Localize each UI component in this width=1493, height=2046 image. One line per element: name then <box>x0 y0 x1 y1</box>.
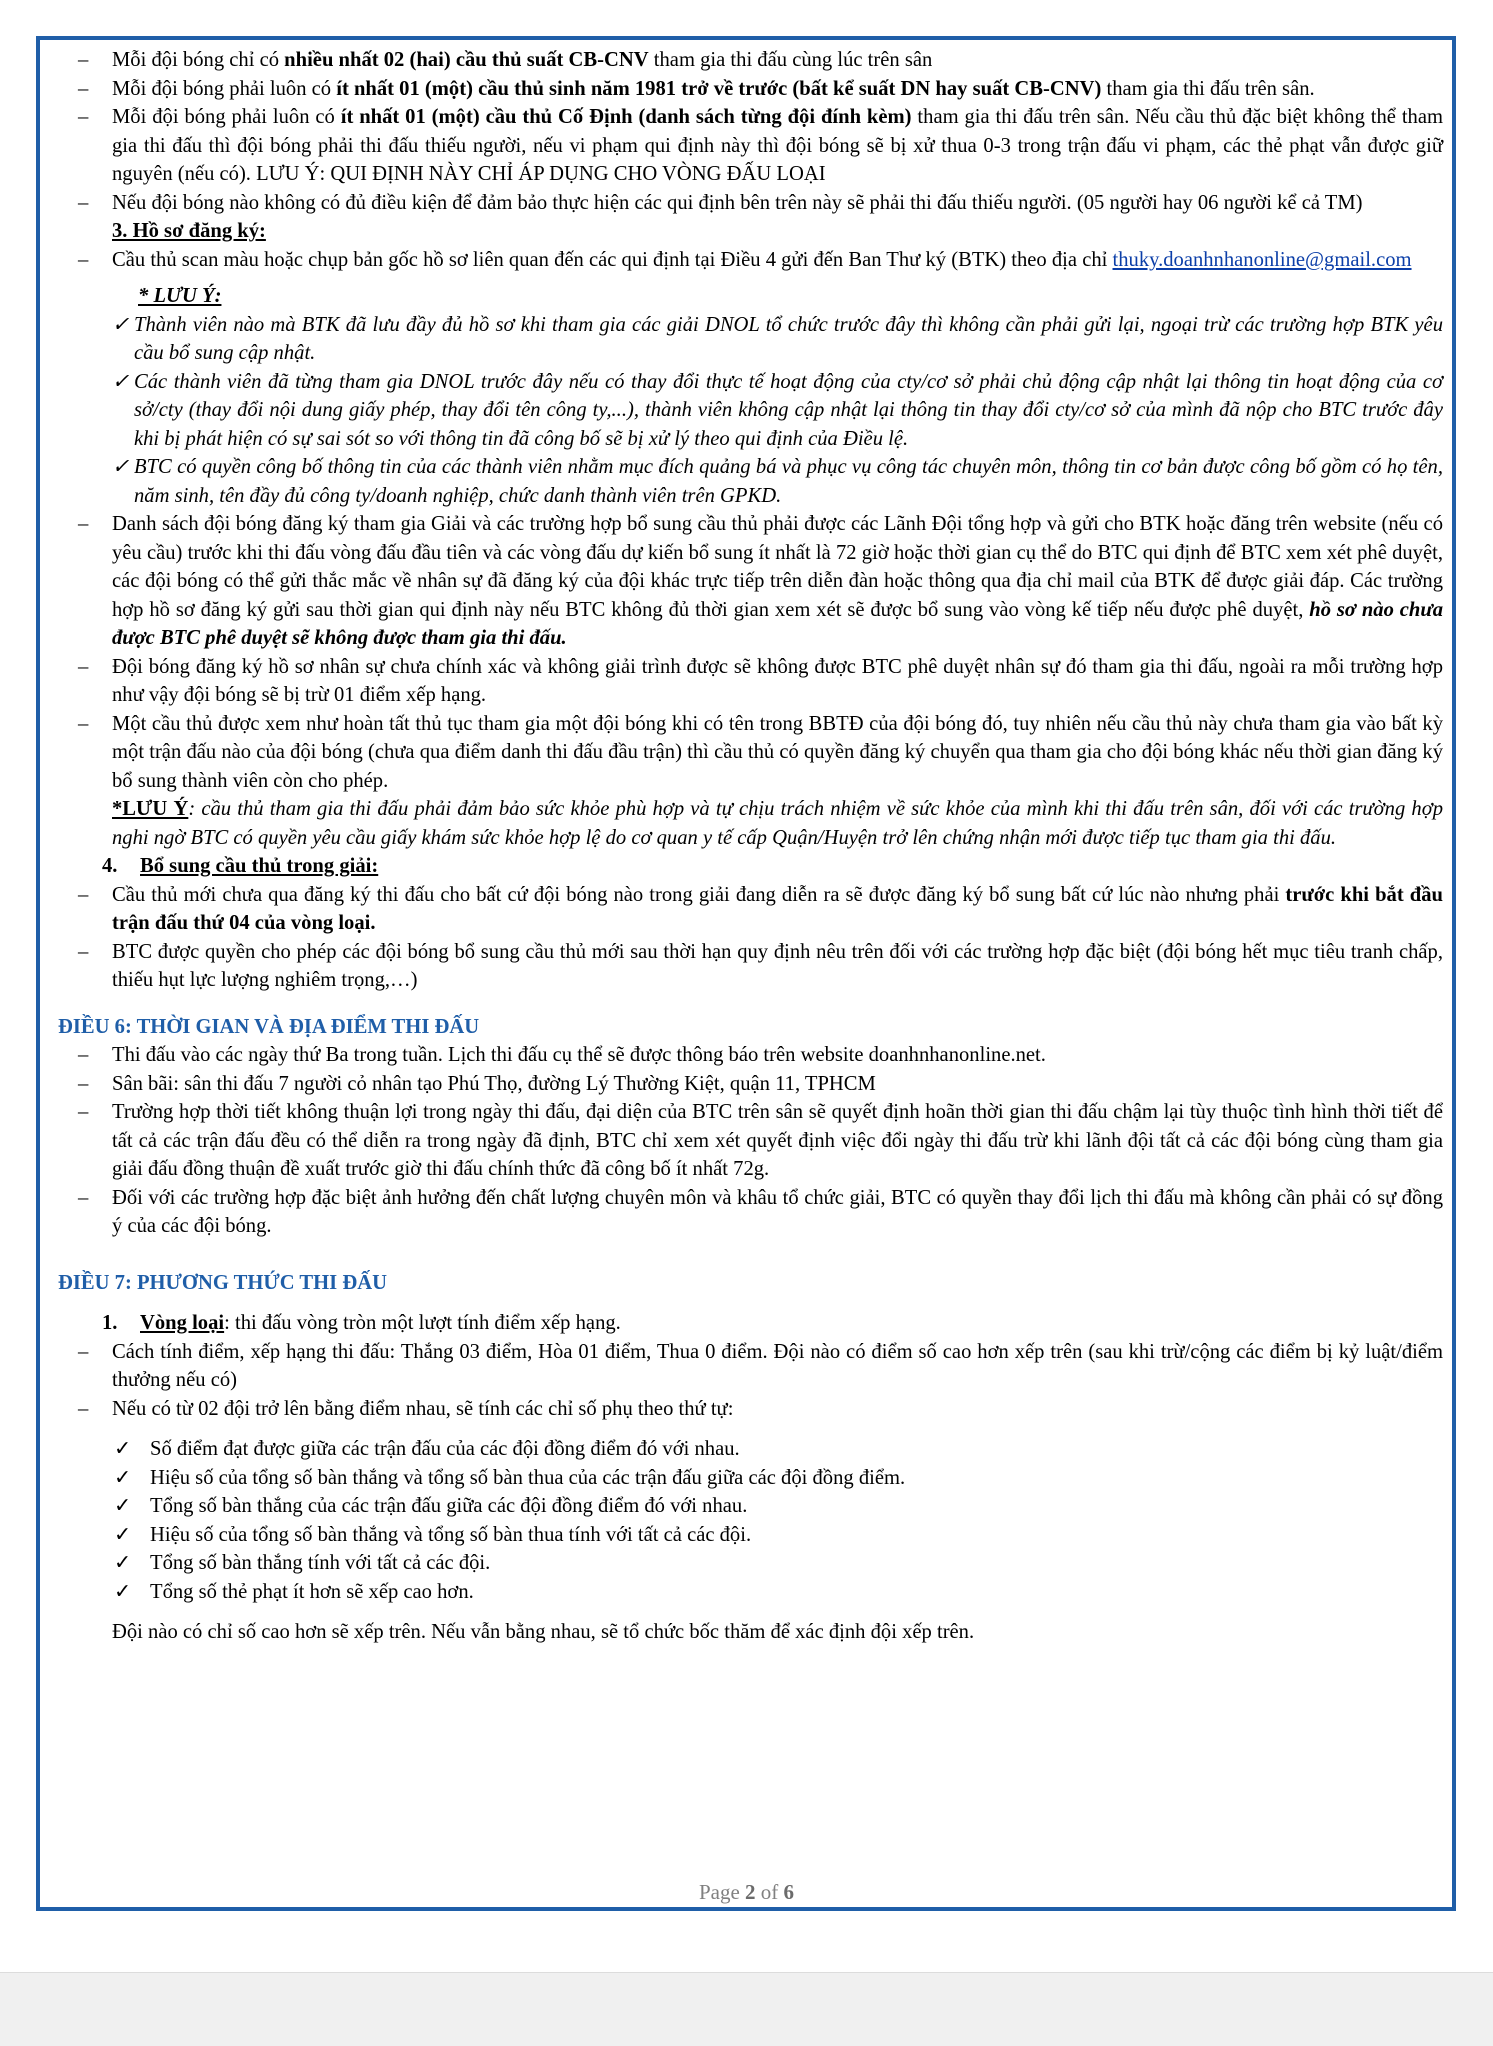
supplement-text: Cầu thủ mới chưa qua đăng ký thi đấu cho bất cứ đội bóng nào trong giải đang diễn ra sẽ được đăng ký bổ sung bất cứ lúc nào nhưng phải <box>112 883 1286 906</box>
article-heading: ĐIỀU 6: THỜI GIAN VÀ ĐỊA ĐIỂM THI ĐẤU <box>58 1015 480 1038</box>
dash-bullet: – <box>78 248 89 271</box>
list-item <box>58 1070 1443 1099</box>
check-icon: ✓ <box>112 456 130 478</box>
tiebreak-intro: Nếu có từ 02 đội trở lên bằng điểm nhau, sẽ tính các chỉ số phụ theo thứ tự: <box>112 1397 734 1420</box>
schedule-text: Thi đấu vào các ngày thứ Ba trong tuần. Lịch thi đấu cụ thể sẽ được thông báo trên website doanhnhanonline.net. <box>112 1044 1046 1066</box>
health-note-text: : cầu thủ tham gia thi đấu phải đảm bảo sức khỏe phù hợp và tự chịu trách nhiệm về sức khỏe của mình khi thi đấu trên sân, đối với các trường hợp nghi ngờ BTC có quyền yêu cầu giấy khám sức khỏe hợp lệ do cơ quan y tế cấp Quận/Huyện trở lên chứng nhận mới được tiếp tục tham gia thi đấu. <box>112 798 1443 849</box>
note-item <box>58 311 1443 368</box>
check-icon: ✓ <box>112 370 130 393</box>
scan-text: Cầu thủ scan màu hoặc chụp bản gốc hồ sơ liên quan đến các qui định tại Điều 4 gửi đến Ban Thư ký (BTK) theo địa chỉ <box>112 248 1113 271</box>
list-item <box>58 510 1443 653</box>
of-label: of <box>760 1880 779 1904</box>
rule-emphasis: ít nhất 01 (một) cầu thủ sinh năm 1981 trở về trước (bất kể suất DN hay suất CB-CNV) <box>336 77 1102 100</box>
dash-bullet: – <box>78 940 89 963</box>
check-icon: ✓ <box>114 1523 132 1546</box>
note-text: Các thành viên đã từng tham gia DNOL trước đây nếu có thay đổi thực tế hoạt động của cty/cơ sở phải chủ động cập nhật lại thông tin hoạt động của cơ sở/cty (thay đổi nội dung giấy phép, thay đổi tên công ty,...), thành viên không cập nhật lại thông tin thay đổi cty/cơ sở của mình đã nộp cho BTC trước đây khi bị phát hiện có sự sai sót so với thông tin đã công bố sẽ bị xử lý theo qui định của Điều lệ. <box>134 370 1443 450</box>
list-item <box>58 46 1443 75</box>
special-case-text: Đối với các trường hợp đặc biệt ảnh hưởng đến chất lượng chuyên môn và khâu tổ chức giải, BTC có quyền thay đổi lịch thi đấu mà không cần phải có sự đồng ý của các đội bóng. <box>112 1186 1443 1237</box>
check-icon: ✓ <box>114 1438 132 1460</box>
supplement-text: BTC được quyền cho phép các đội bóng bổ sung cầu thủ mới sau thời hạn quy định nêu trên đối với các trường hợp đặc biệt (đội bóng hết mục tiêu tranh chấp, thiếu hụt lực lượng nghiêm trọng,…) <box>112 940 1443 991</box>
tiebreak-item <box>58 1521 1443 1550</box>
rule-text: Mỗi đội bóng phải luôn có <box>112 106 341 128</box>
supplement-emphasis: trước khi bắt đầu trận đấu thứ 04 của vòng loại. <box>112 883 1443 934</box>
dash-bullet: – <box>78 1340 89 1363</box>
document-body <box>58 46 1443 1647</box>
rule-text: Mỗi đội bóng phải luôn có <box>112 77 337 100</box>
list-item <box>58 1184 1443 1241</box>
venue-text: Sân bãi: sân thi đấu 7 người cỏ nhân tạo Phú Thọ, đường Lý Thường Kiệt, quận 11, TPHCM <box>112 1072 876 1095</box>
total-pages: 6 <box>783 1880 795 1904</box>
list-item <box>58 189 1443 218</box>
current-page: 2 <box>745 1880 756 1904</box>
note-item <box>58 453 1443 510</box>
note-item <box>58 368 1443 454</box>
dash-bullet: – <box>78 49 89 71</box>
dash-bullet: – <box>78 1397 89 1420</box>
note-text: BTC có quyền công bố thông tin của các thành viên nhằm mục đích quảng bá và phục vụ công tác chuyên môn, thông tin cơ bản được công bố gồm có họ tên, năm sinh, tên đầy đủ công ty/doanh nghiệp, chức danh thành viên trên GPKD. <box>134 456 1443 507</box>
registration-emphasis: hồ sơ nào chưa được BTC phê duyệt sẽ không được tham gia thi đấu. <box>112 598 1443 649</box>
tiebreak-text: Tổng số bàn thắng của các trận đấu giữa các đội đồng điểm đó với nhau. <box>150 1495 748 1517</box>
dash-bullet: – <box>78 655 89 678</box>
dash-bullet: – <box>78 1044 89 1066</box>
list-item <box>58 1395 1443 1424</box>
rule-emphasis: ít nhất 01 (một) cầu thủ Cố Định (danh sách từng đội đính kèm) <box>340 106 912 128</box>
note-text: Thành viên nào mà BTK đã lưu đầy đủ hồ sơ khi tham gia các giải DNOL tổ chức trước đây thì không cần phải gửi lại, ngoại trừ các trường hợp BTK yêu cầu bổ sung cập nhật. <box>134 313 1443 364</box>
list-item <box>58 75 1443 104</box>
complete-text: Một cầu thủ được xem như hoàn tất thủ tục tham gia một đội bóng khi có tên trong BBTĐ của đội bóng đó, tuy nhiên nếu cầu thủ này chưa tham gia vào bất kỳ một trận đấu nào của đội bóng (chưa qua điểm danh thi đấu đầu trận) thì cầu thủ có quyền đăng ký chuyển qua tham gia cho đội bóng khác nếu thời gian đăng ký bổ sung thành viên còn cho phép. <box>112 712 1443 792</box>
list-item <box>58 246 1443 275</box>
closing-text: Đội nào có chỉ số cao hơn sẽ xếp trên. Nếu vẫn bằng nhau, sẽ tổ chức bốc thăm để xác định đội xếp trên. <box>112 1621 975 1643</box>
list-item <box>58 653 1443 710</box>
list-item <box>58 1338 1443 1395</box>
list-item <box>58 103 1443 189</box>
spacer <box>58 1241 1443 1263</box>
spacer <box>58 1423 1443 1435</box>
dash-bullet: – <box>78 1101 89 1123</box>
round-text: : thi đấu vòng tròn một lượt tính điểm xếp hạng. <box>224 1312 621 1334</box>
dash-bullet: – <box>78 1186 89 1209</box>
tiebreak-item <box>58 1464 1443 1493</box>
list-item <box>58 1041 1443 1070</box>
rule-text: tham gia thi đấu trên sân. <box>1101 77 1315 100</box>
dash-bullet: – <box>78 106 89 128</box>
list-item <box>58 710 1443 796</box>
rule-text: Mỗi đội bóng chỉ có <box>112 49 285 71</box>
section-title: Bổ sung cầu thủ trong giải: <box>140 855 379 877</box>
page-label: Page <box>698 1880 740 1904</box>
rule-text: Nếu đội bóng nào không có đủ điều kiện để đảm bảo thực hiện các qui định bên trên này sẽ phải thi đấu thiếu người. (05 người hay 06 người kể cả TM) <box>112 191 1363 214</box>
check-icon: ✓ <box>114 1552 132 1574</box>
rule-emphasis: nhiều nhất 02 (hai) cầu thủ suất CB-CNV <box>284 49 649 71</box>
check-icon: ✓ <box>114 1495 132 1517</box>
article-heading: ĐIỀU 7: PHƯƠNG THỨC THI ĐẤU <box>58 1271 387 1294</box>
section-heading: 3. Hồ sơ đăng ký: <box>112 220 266 242</box>
tiebreak-text: Số điểm đạt được giữa các trận đấu của các đội đồng điểm đó với nhau. <box>150 1438 740 1460</box>
check-icon: ✓ <box>114 1466 132 1489</box>
check-icon: ✓ <box>112 313 130 336</box>
window-bottom-bar <box>0 1972 1493 2046</box>
tiebreak-item <box>58 1578 1443 1607</box>
weather-text: Trường hợp thời tiết không thuận lợi trong ngày thi đấu, đại diện của BTC trên sân sẽ quyết định hoãn thời gian thi đấu chậm lại tùy thuộc tình hình thời tiết để tất cả các trận đấu đều có thể diễn ra trong ngày đã định, BTC chỉ xem xét quyết định việc đổi ngày thi đấu trừ khi lãnh đội tất cả các đội bóng cùng tham gia giải đấu đồng thuận đề xuất trước giờ thi đấu chính thức đã công bố ít nhất 72g. <box>112 1101 1443 1180</box>
list-item <box>58 1098 1443 1184</box>
round-label: Vòng loại <box>140 1312 225 1334</box>
round-number: 1. <box>102 1312 118 1334</box>
rule-text: tham gia thi đấu trên sân. Nếu cầu thủ đặc biệt không thể tham gia thi đấu thì đội bóng phải thi đấu thiếu người, nếu vi phạm qui định này thì đội bóng sẽ bị xử thua 0-3 trong trận đấu vi phạm, các thẻ phạt vẫn được giữ nguyên (nếu có). LƯU Ý: QUI ĐỊNH NÀY CHỈ ÁP DỤNG CHO VÒNG ĐẤU LOẠI <box>112 106 1443 185</box>
page-number <box>0 1880 1493 1905</box>
note-title: * LƯU Ý: <box>138 285 222 307</box>
tiebreak-text: Hiệu số của tổng số bàn thắng và tổng số bàn thua tính với tất cả các đội. <box>150 1523 752 1546</box>
dash-bullet: – <box>78 77 89 100</box>
check-icon: ✓ <box>114 1580 132 1603</box>
tiebreak-text: Tổng số bàn thắng tính với tất cả các đội. <box>150 1552 491 1574</box>
list-item <box>58 938 1443 995</box>
tiebreak-text: Tổng số thẻ phạt ít hơn sẽ xếp cao hơn. <box>150 1580 474 1603</box>
tiebreak-item <box>58 1435 1443 1464</box>
spacer <box>58 1606 1443 1618</box>
tiebreak-text: Hiệu số của tổng số bàn thắng và tổng số bàn thua của các trận đấu giữa các đội đồng điểm. <box>150 1466 906 1489</box>
dash-bullet: – <box>78 712 89 735</box>
health-note-label: *LƯU Ý <box>112 798 189 820</box>
list-item <box>58 881 1443 938</box>
dash-bullet: – <box>78 1072 89 1095</box>
dash-bullet: – <box>78 513 89 535</box>
round-heading <box>58 1309 1443 1338</box>
tiebreak-item <box>58 1492 1443 1521</box>
spacer <box>58 1297 1443 1309</box>
scoring-text: Cách tính điểm, xếp hạng thi đấu: Thắng 03 điểm, Hòa 01 điểm, Thua 0 điểm. Đội nào có điểm số cao hơn xếp trên (sau khi trừ/cộng các điểm bị kỷ luật/điểm thưởng nếu có) <box>112 1340 1443 1391</box>
section-number: 4. <box>102 855 118 877</box>
incorrect-text: Đội bóng đăng ký hồ sơ nhân sự chưa chính xác và không giải trình được sẽ không được BTC phê duyệt nhân sự đó tham gia thi đấu, ngoài ra mỗi trường hợp như vậy đội bóng sẽ bị trừ 01 điểm xếp hạng. <box>112 655 1443 706</box>
spacer <box>58 995 1443 1007</box>
section-heading <box>58 852 1443 881</box>
email-link[interactable]: thuky.doanhnhanonline@gmail.com <box>1112 248 1412 271</box>
dash-bullet: – <box>78 191 89 214</box>
registration-text: Danh sách đội bóng đăng ký tham gia Giải và các trường hợp bổ sung cầu thủ phải được các Lãnh Đội tổng hợp và gửi cho BTK hoặc đăng trên website (nếu có yêu cầu) trước khi thi đấu vòng đấu đầu tiên và các vòng đấu dự kiến bổ sung ít nhất là 72 giờ hoặc thời gian cụ thể do BTC qui định để BTC xem xét phê duyệt, các đội bóng có thể gửi thắc mắc về nhân sự đã đăng ký của đội khác trực tiếp trên diễn đàn hoặc thông qua địa chỉ mail của BTK để được giải đáp. Các trường hợp hồ sơ đăng ký gửi sau thời gian qui định này nếu BTC không đủ thời gian xem xét sẽ được bổ sung vào vòng kế tiếp nếu được phê duyệt, <box>112 513 1443 621</box>
dash-bullet: – <box>78 883 89 906</box>
tiebreak-item <box>58 1549 1443 1578</box>
rule-text: tham gia thi đấu cùng lúc trên sân <box>648 49 933 71</box>
health-note <box>58 795 1443 852</box>
